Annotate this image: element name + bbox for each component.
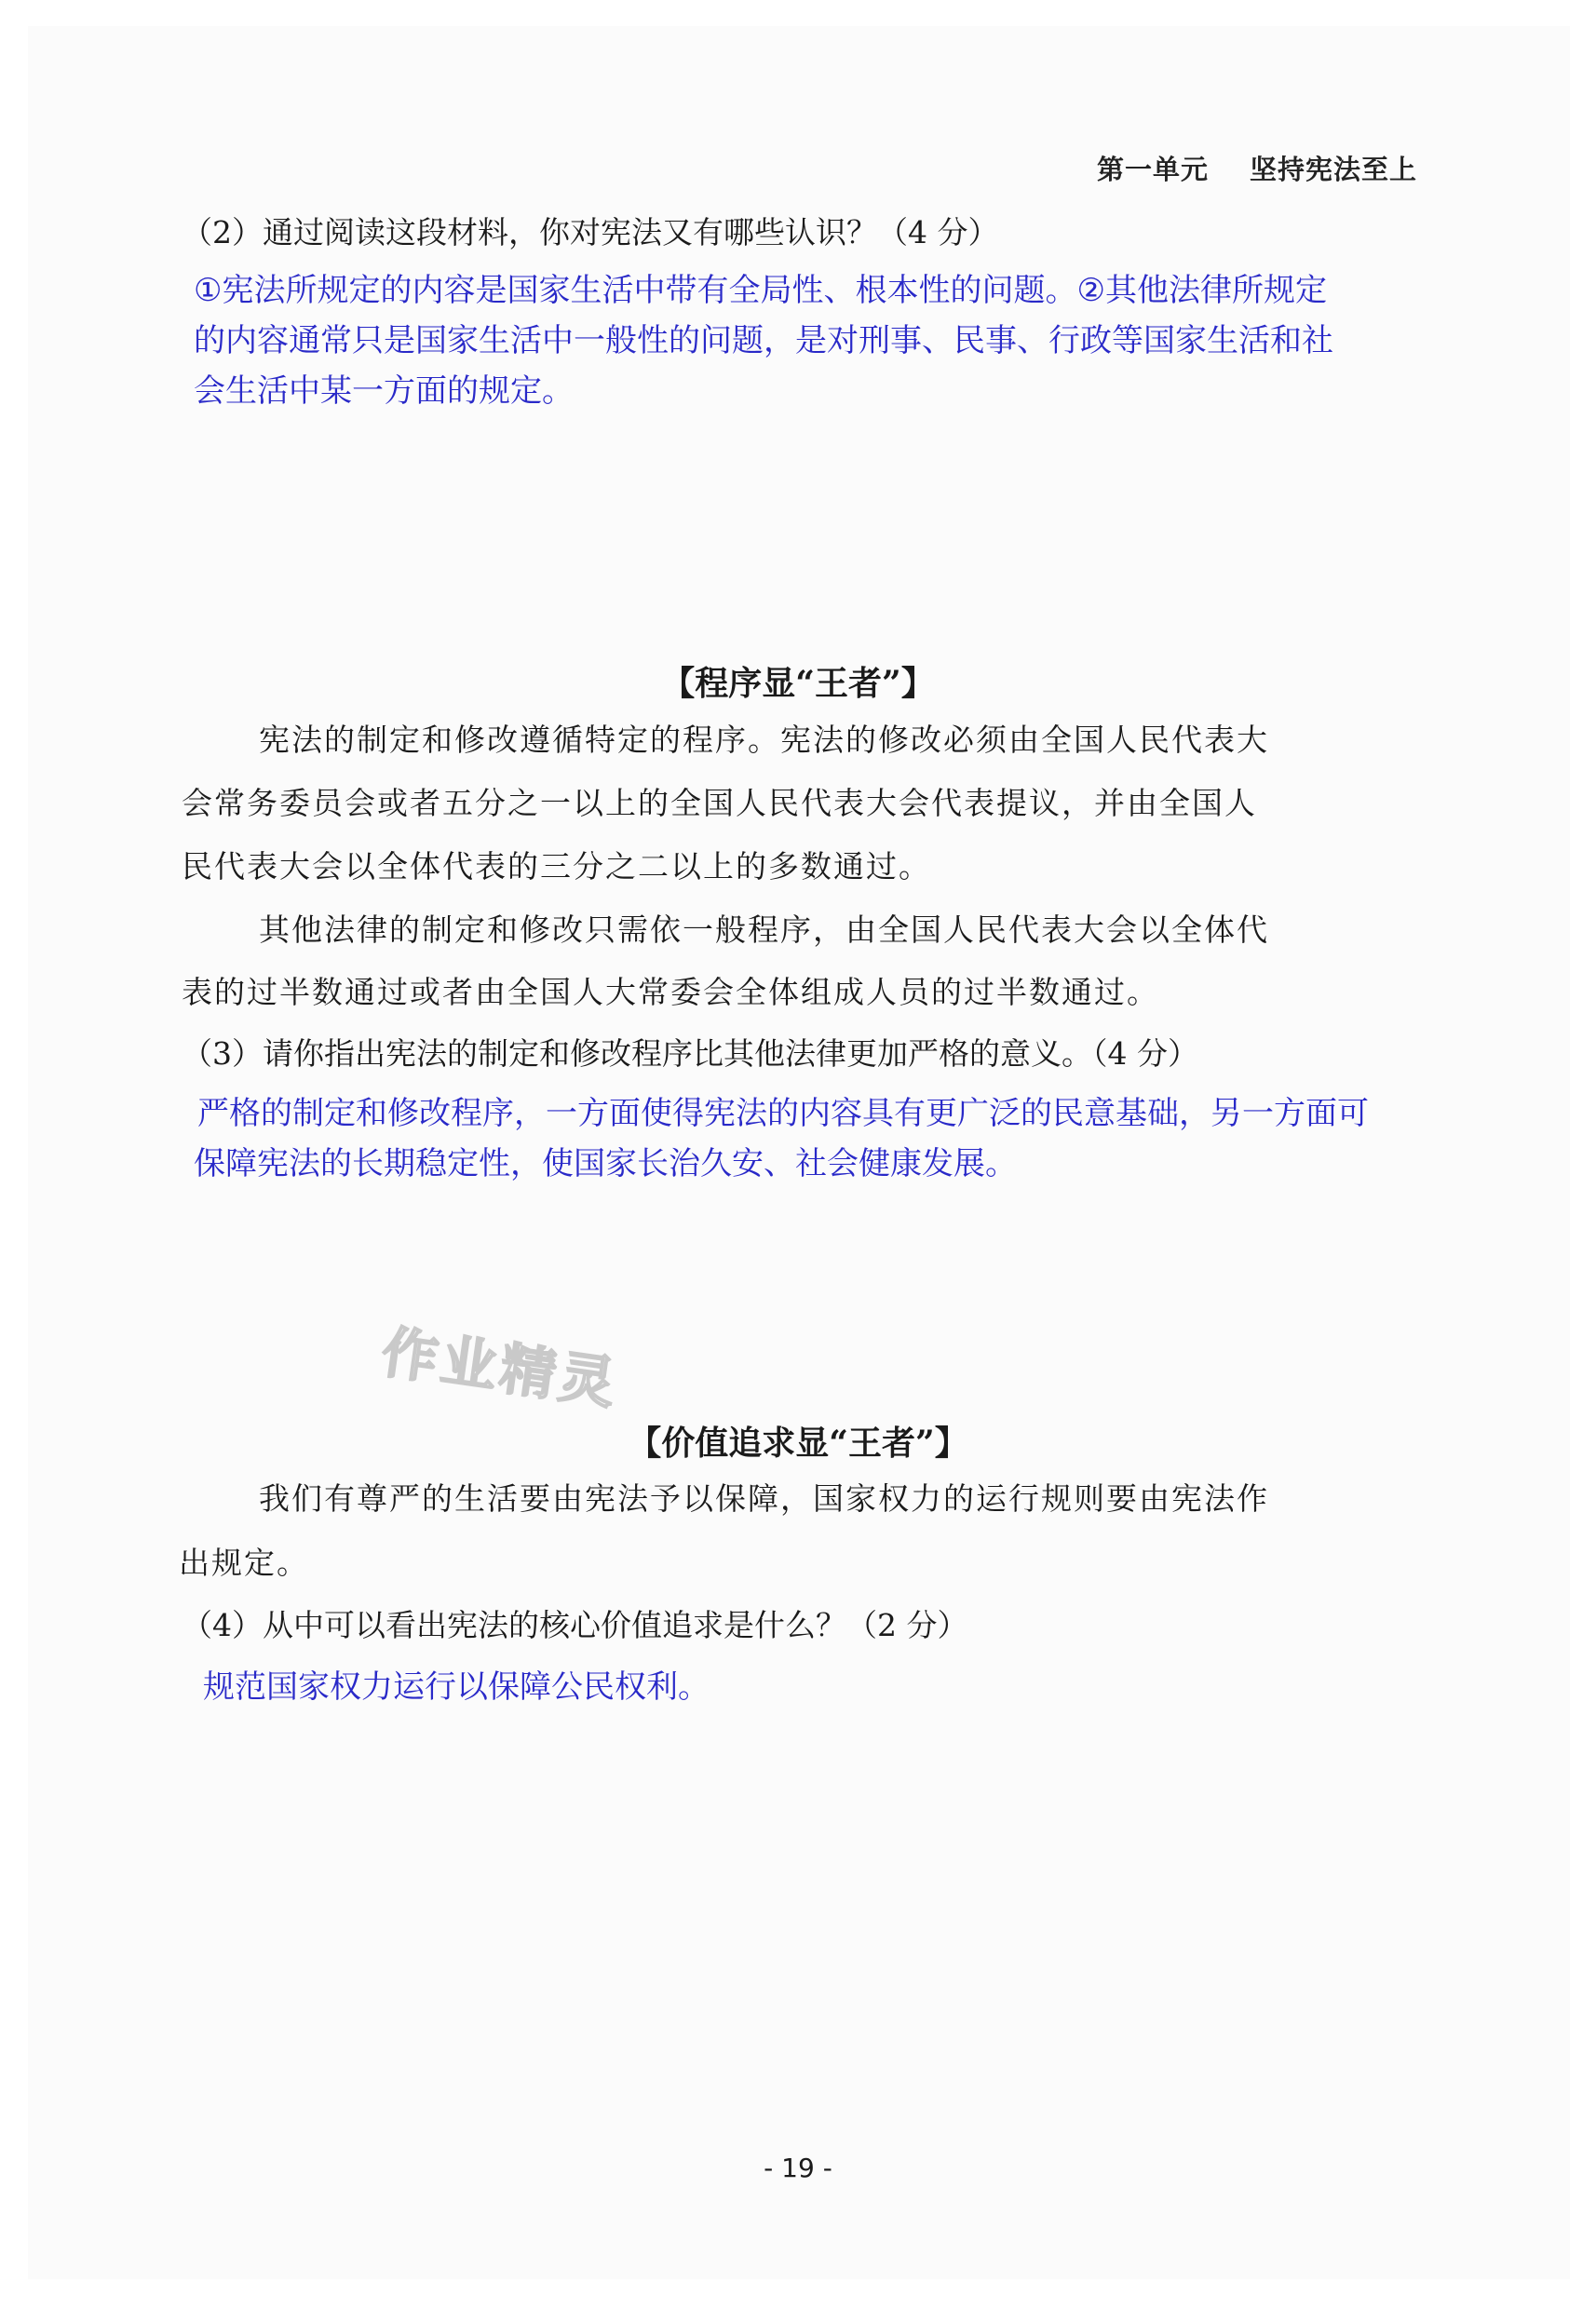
- page-number: - 19 -: [764, 2153, 832, 2183]
- question-3: （3）请你指出宪法的制定和修改程序比其他法律更加严格的意义。（4 分）: [182, 1035, 1198, 1072]
- unit-label: 第一单元: [1096, 154, 1209, 185]
- paragraph-1-line-3: 民代表大会以全体代表的三分之二以上的多数通过。: [182, 848, 931, 884]
- paragraph-2-line-1: 其他法律的制定和修改只需依一般程序，由全国人民代表大会以全体代: [259, 911, 1269, 948]
- paragraph-2-line-2: 表的过半数通过或者由全国人大常委会全体组成人员的过半数通过。: [182, 974, 1159, 1010]
- paragraph-3-line-1: 我们有尊严的生活要由宪法予以保障，国家权力的运行规则要由宪法作: [259, 1480, 1269, 1517]
- answer-2-line-2: 的内容通常只是国家生活中一般性的问题，是对刑事、民事、行政等国家生活和社: [194, 322, 1333, 359]
- unit-title: 坚持宪法至上: [1249, 154, 1417, 185]
- page-header: [1097, 149, 1417, 187]
- question-2: （2）通过阅读这段材料，你对宪法又有哪些认识？（4 分）: [182, 214, 999, 250]
- watermark-logo: 作业精灵: [377, 1319, 623, 1418]
- section-title-value: 【价值追求显“王者”】: [628, 1424, 968, 1463]
- answer-3-line-2: 保障宪法的长期稳定性，使国家长治久安、社会健康发展。: [194, 1145, 1017, 1182]
- paragraph-3-line-2: 出规定。: [179, 1545, 309, 1581]
- answer-2-line-3: 会生活中某一方面的规定。: [194, 372, 574, 410]
- paragraph-1-line-2: 会常务委员会或者五分之一以上的全国人民代表大会代表提议，并由全国人: [182, 785, 1257, 821]
- answer-4: 规范国家权力运行以保障公民权利。: [203, 1668, 710, 1706]
- section-title-procedure: 【程序显“王者”】: [661, 664, 935, 703]
- answer-3-line-1: 严格的制定和修改程序，一方面使得宪法的内容具有更广泛的民意基础，另一方面可: [197, 1095, 1369, 1132]
- answer-2-line-1: ①宪法所规定的内容是国家生活中带有全局性、根本性的问题。②其他法律所规定: [194, 272, 1327, 309]
- question-4: （4）从中可以看出宪法的核心价值追求是什么？（2 分）: [182, 1607, 968, 1643]
- paragraph-1-line-1: 宪法的制定和修改遵循特定的程序。宪法的修改必须由全国人民代表大: [259, 722, 1269, 758]
